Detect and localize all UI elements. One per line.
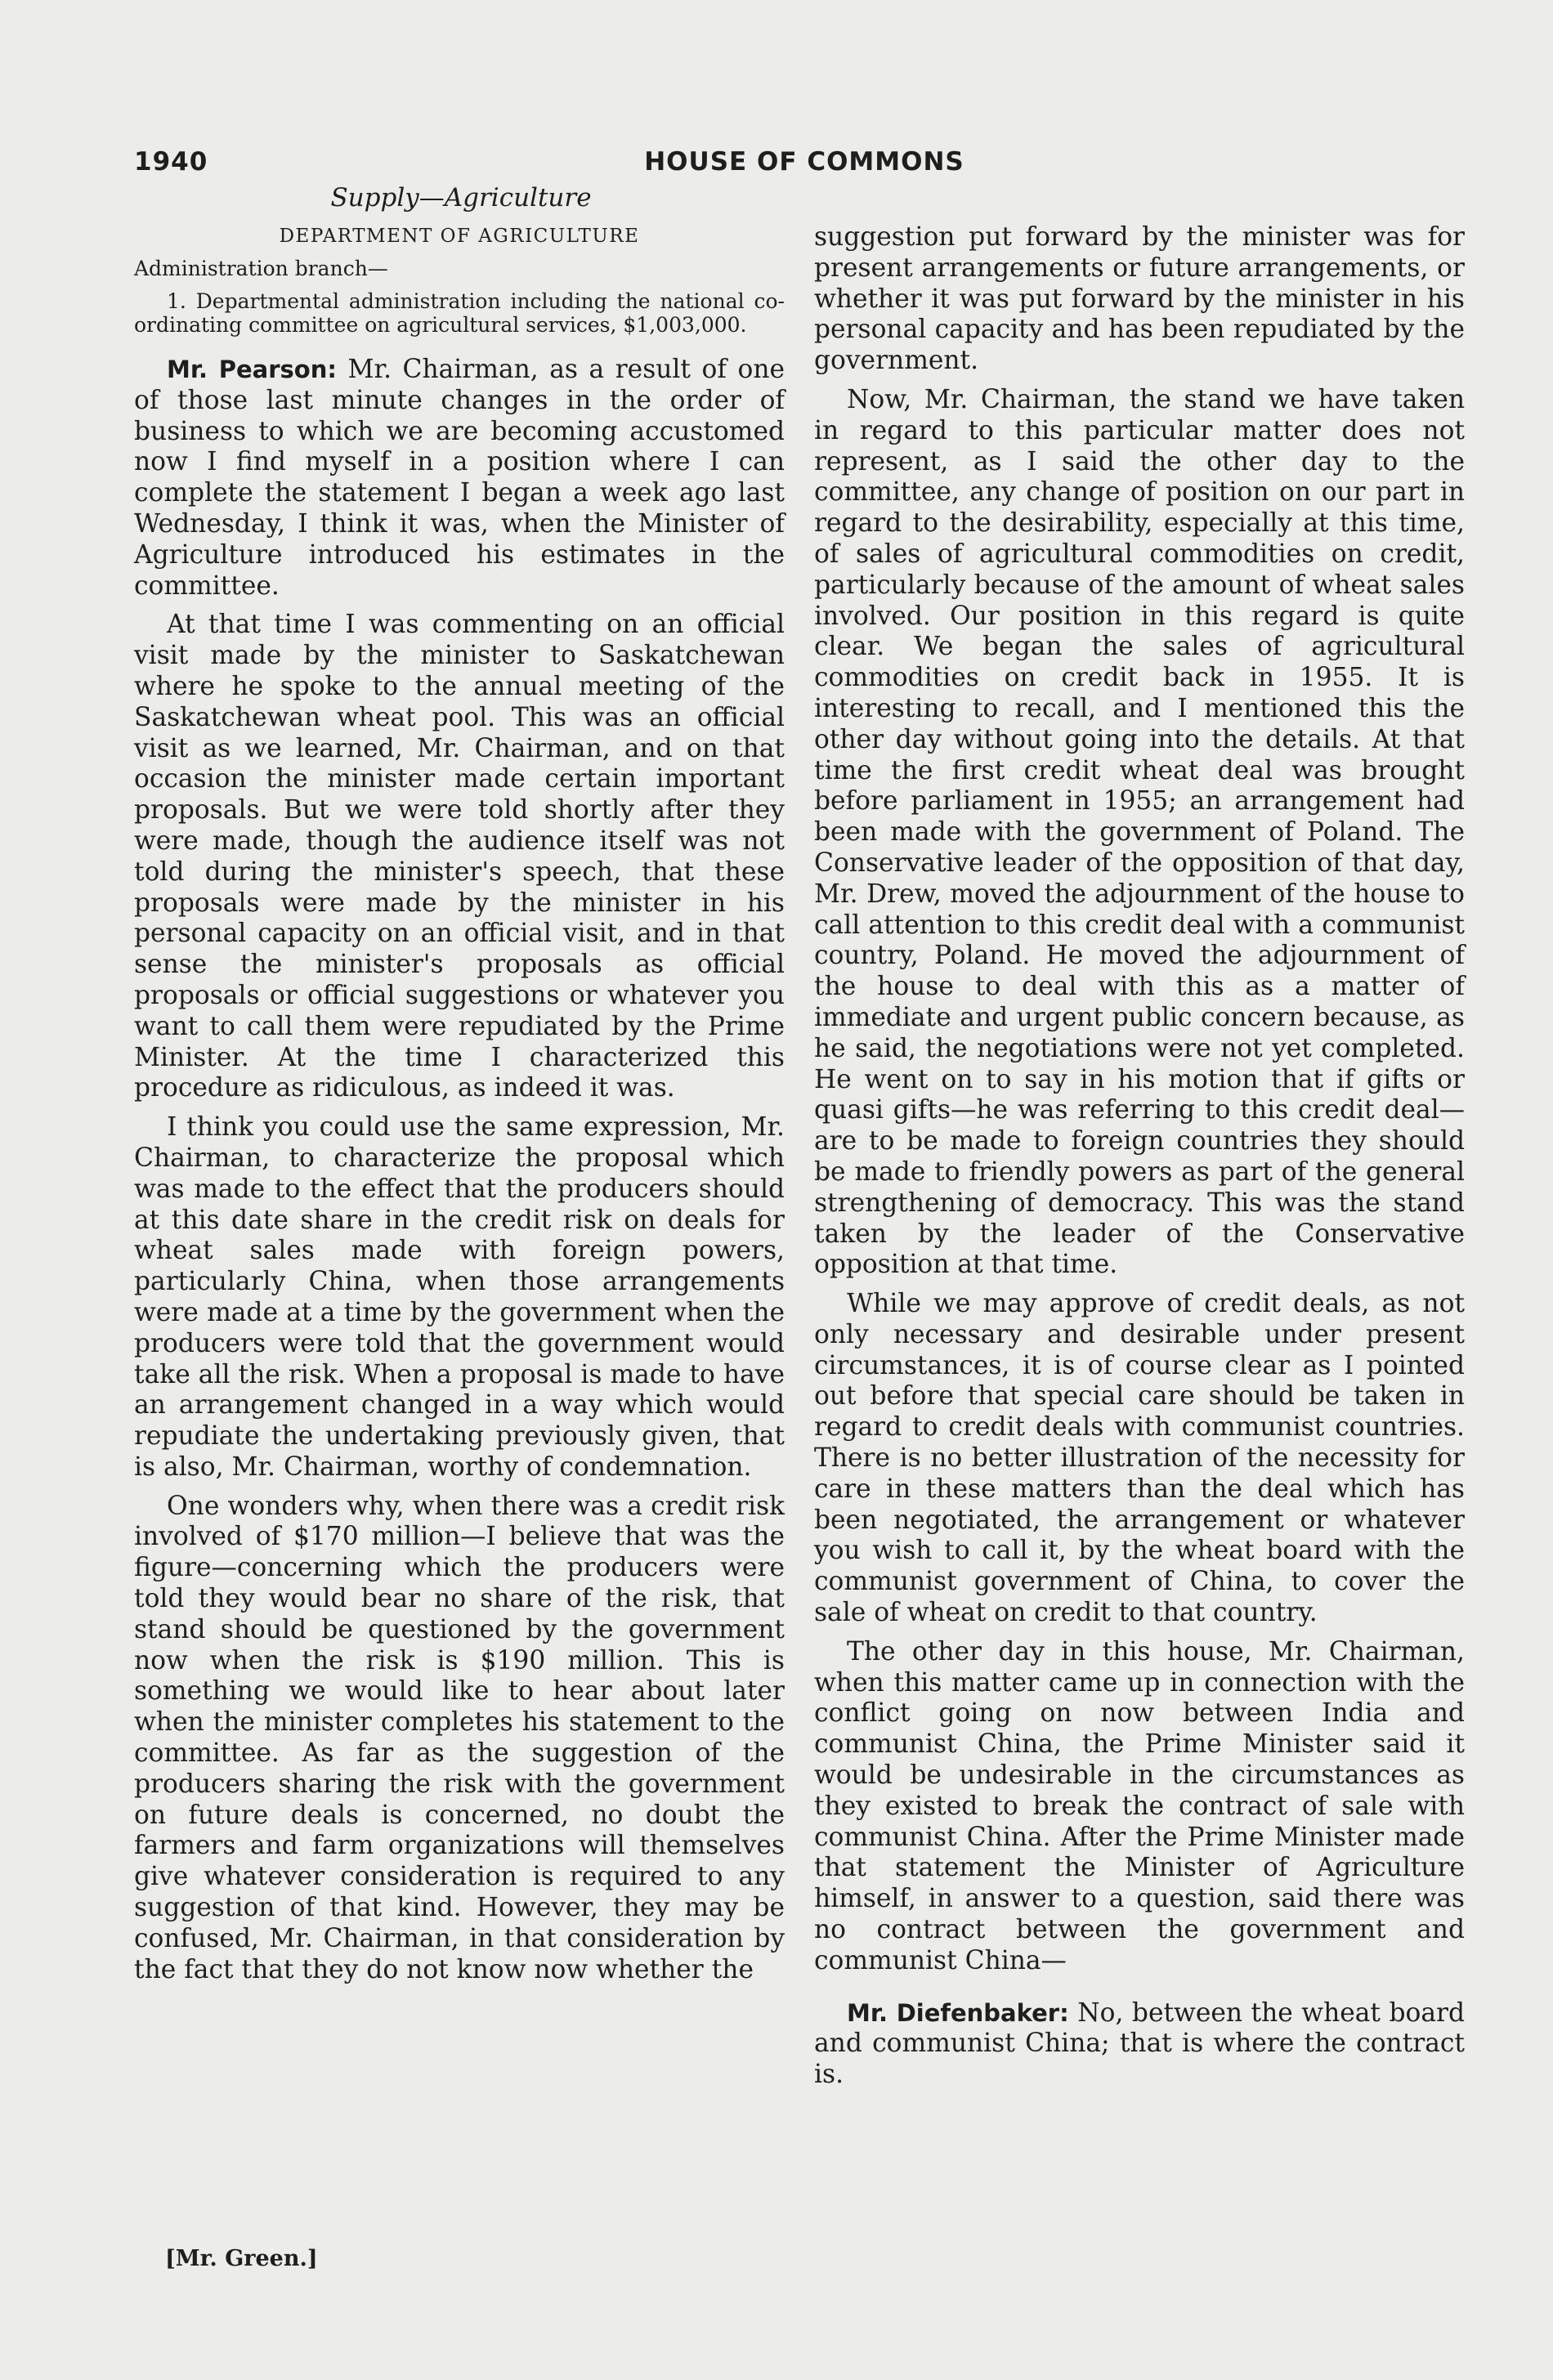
left-column — [134, 222, 785, 1993]
vote-item: 1. Departmental administration including the national co-ordinating committee on agricultural services, $1,003,000. — [134, 289, 785, 337]
speaker-name: Mr. Diefenbaker: — [847, 1998, 1069, 2027]
footer-speaker-note: [Mr. Green.] — [165, 2246, 318, 2271]
section-title: Supply—Agriculture — [330, 183, 592, 212]
paragraph — [134, 355, 785, 602]
page-header — [134, 147, 1475, 183]
page-number: 1940 — [134, 147, 208, 177]
department-heading: DEPARTMENT OF AGRICULTURE — [279, 226, 640, 247]
paragraph — [814, 1998, 1465, 2091]
paragraph: At that time I was commenting on an official visit made by the minister to Saskatchewan where he spoke to the annual meeting of the Saskatchewan wheat pool. This was an official visit as we learned, Mr. Chairman, and on that occasion the minister made certain important proposals. But we were told shortly after they were made, though the audience itself was not told during the minister's speech, that these proposals were made by the minister in his personal capacity on an official visit, and in that sense the minister's proposals as official proposals or official suggestions or whatever you want to call them were repudiated by the Prime Minister. At the time I characterized this procedure as ridiculous, as indeed it was. — [134, 610, 785, 1103]
speaker-name: Mr. Pearson: — [167, 356, 337, 383]
paragraph: Now, Mr. Chairman, the stand we have taken in regard to this particular matter does not represent, as I said the other day to the committee, any change of position on our part in regard to the desirability, especially at this time, of sales of agricultural commodities on credit, particularly because of the amount of wheat sales involved. Our position in this regard is quite clear. We began the sales of agricultural commodities on credit back in 1955. It is interesting to recall, and I mentioned this the other day without going into the details. At that time the first credit wheat deal was brought before parliament in 1955; an arrangement had been made with the government of Poland. The Conservative leader of the opposition of that day, Mr. Drew, moved the adjournment of the house to call attention to this credit deal with a communist country, Poland. He moved the adjournment of the house to deal with this as a matter of immediate and urgent public concern because, as he said, the negotiations were not yet completed. He went on to say in his motion that if gifts or quasi gifts—he was referring to this credit deal—are to be made to foreign countries they should be made to friendly powers as part of the general strengthening of democracy. This was the stand taken by the leader of the Conservative opposition at that time. — [814, 384, 1465, 1280]
paragraph: I think you could use the same expression, Mr. Chairman, to characterize the proposal which was made to the effect that the producers should at this date share in the credit risk on deals for wheat sales made with foreign powers, particularly China, when those arrangements were made at a time by the government when the producers were told that the government would take all the risk. When a proposal is made to have an arrangement changed in a way which would repudiate the undertaking previously given, that is also, Mr. Chairman, worthy of condemnation. — [134, 1112, 785, 1482]
paragraph: The other day in this house, Mr. Chairman, when this matter came up in connection with the conflict going on now between India and communist China, the Prime Minister said it would be undesirable in the circumstances as they existed to break the contract of sale with communist China. After the Prime Minister made that statement the Minister of Agriculture himself, in answer to a question, said there was no contract between the government and communist China— — [814, 1636, 1465, 1975]
running-head: HOUSE OF COMMONS — [644, 147, 964, 177]
branch-heading: Administration branch— — [134, 257, 388, 280]
paragraph: One wonders why, when there was a credit risk involved of $170 million—I believe that was the figure—concerning which the producers were told they would bear no share of the risk, that stand should be questioned by the government now when the risk is $190 million. This is something we would like to hear about later when the minister completes his statement to the committee. As far as the suggestion of the producers sharing the risk with the government on future deals is concerned, no doubt the farmers and farm organizations will themselves give whatever consideration is required to any suggestion of that kind. However, they may be confused, Mr. Chairman, in that consideration by the fact that they do not know now whether the — [134, 1491, 785, 1984]
paragraph-text: Mr. Chairman, as a result of one of those last minute changes in the order of business to which we are becoming accustomed now I find myself in a position where I can complete the statement I began a week ago last Wednesday, I think it was, when the Minister of Agriculture introduced his estimates in the committee. — [134, 355, 785, 601]
paragraph: While we may approve of credit deals, as not only necessary and desirable under present circumstances, it is of course clear as I pointed out before that special care should be taken in regard to credit deals with communist countries. There is no better illustration of the necessity for care in these matters than the deal which has been negotiated, the arrangement or whatever you wish to call it, by the wheat board with the communist government of China, to cover the sale of wheat on credit to that country. — [814, 1289, 1465, 1628]
paragraph: suggestion put forward by the minister was for present arrangements or future arrangements, or whether it was put forward by the minister in his personal capacity and has been repudiated by the government. — [814, 222, 1465, 376]
paragraph-text: No, between the wheat board and communist China; that is where the contract is. — [814, 1998, 1466, 2090]
right-column — [814, 222, 1465, 2099]
